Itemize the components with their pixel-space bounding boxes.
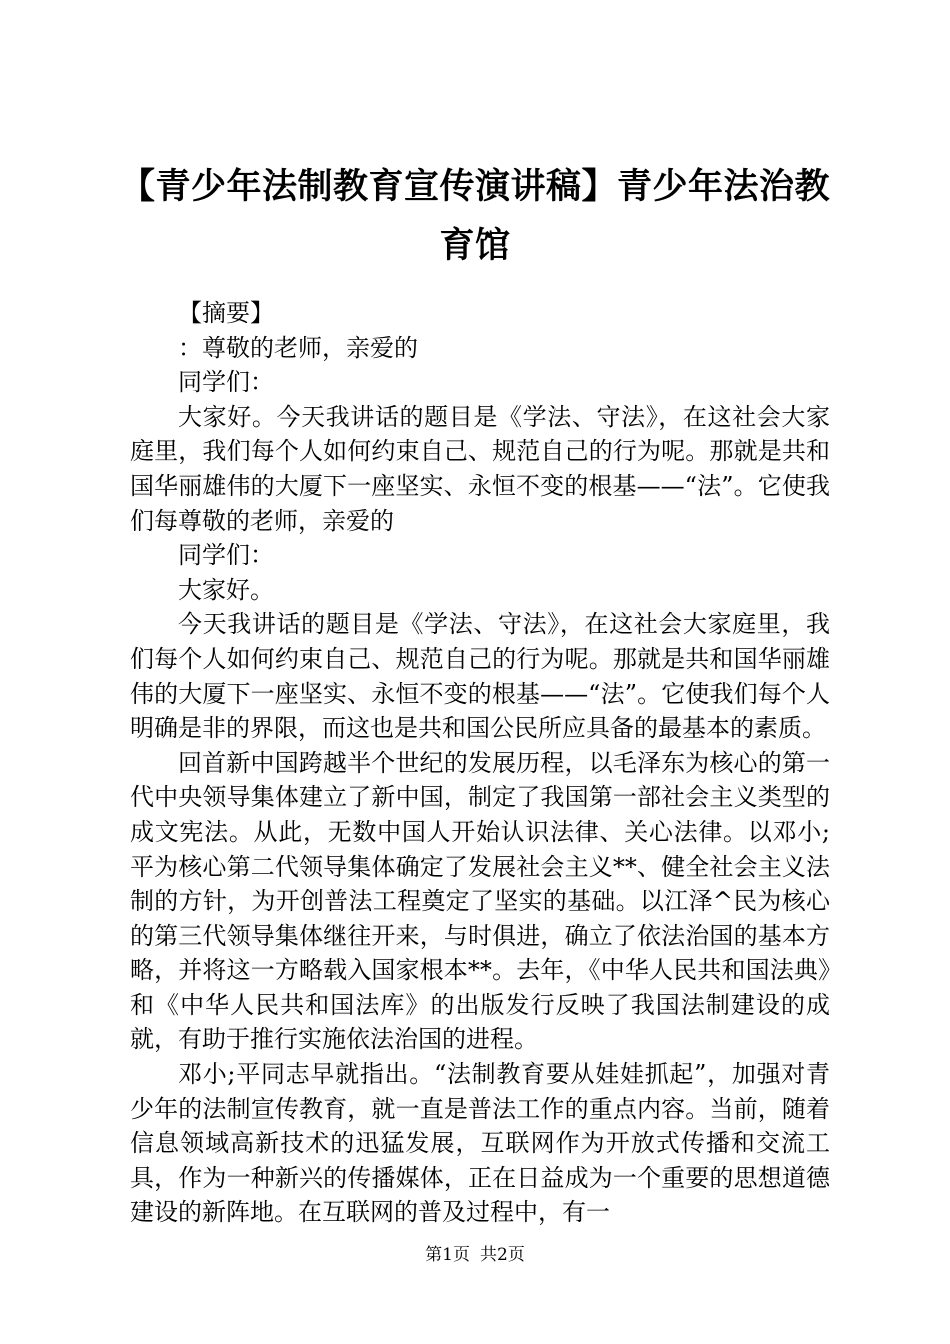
abstract-heading: 【摘要】: [178, 299, 274, 327]
document-title: 【青少年法制教育宣传演讲稿】青少年法治教育馆: [119, 167, 830, 266]
document-body: [130, 296, 830, 1230]
paragraph: 同学们：: [178, 541, 274, 570]
page-footer: [0, 1245, 950, 1265]
paragraph: 大家好。今天我讲话的题目是《学法、守法》，在这社会大家庭里，我们每个人如何约束自己、规范自己的行为呢。那就是共和国华丽雄伟的大厦下一座坚实、永恒不变的根基——“法”。它使我们每尊敬的老师，亲爱的: [130, 402, 830, 535]
paragraph: 同学们：: [178, 368, 274, 397]
page-number: 第1页: [425, 1245, 470, 1265]
paragraph: 邓小;平同志早就指出。“法制教育要从娃娃抓起”，加强对青少年的法制宣传教育，就一直是普法工作的重点内容。当前，随着信息领域高新技术的迅猛发展，互联网作为开放式传播和交流工具，作为一种新兴的传播媒体，正在日益成为一个重要的思想道德建设的新阵地。在互联网的普及过程中，有一: [130, 1060, 830, 1227]
paragraph: 今天我讲话的题目是《学法、守法》，在这社会大家庭里，我们每个人如何约束自己、规范自己的行为呢。那就是共和国华丽雄伟的大厦下一座坚实、永恒不变的根基——“法”。它使我们每个人明确是非的界限，而这也是共和国公民所应具备的最基本的素质。: [130, 610, 830, 743]
page-total: 共2页: [480, 1245, 525, 1265]
paragraph: 回首新中国跨越半个世纪的发展历程，以毛泽东为核心的第一代中央领导集体建立了新中国，制定了我国第一部社会主义类型的成文宪法。从此，无数中国人开始认识法律、关心法律。以邓小;平为核心第二代领导集体确定了发展社会主义**、健全社会主义法制的方针，为开创普法工程奠定了坚实的基础。以江泽^民为核心的第三代领导集体继往开来，与时俱进，确立了依法治国的基本方略，并将这一方略载入国家根本**。去年，《中华人民共和国法典》和《中华人民共和国法库》的出版发行反映了我国法制建设的成就，有助于推行实施依法治国的进程。: [130, 748, 830, 1054]
paragraph: ：尊敬的老师，亲爱的: [178, 333, 418, 362]
paragraph: 大家好。: [178, 575, 274, 604]
